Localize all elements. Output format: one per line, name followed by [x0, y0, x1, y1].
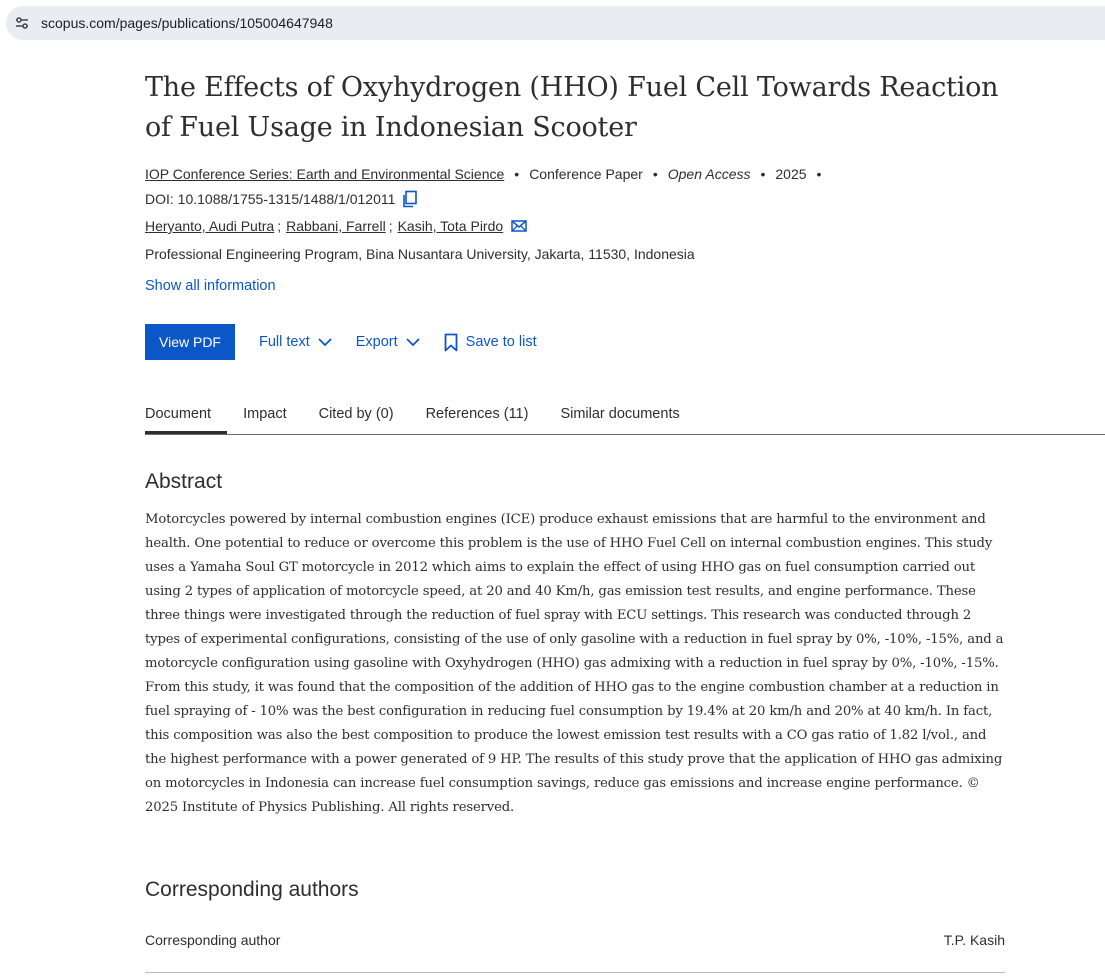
- doi-row: [145, 190, 418, 208]
- abstract-heading: Abstract: [145, 470, 223, 493]
- doi-text: DOI: 10.1088/1755-1315/1488/1/012011: [145, 191, 396, 207]
- separator-bullet: •: [514, 166, 520, 182]
- save-to-list-label: Save to list: [465, 334, 537, 350]
- export-label: Export: [355, 334, 398, 350]
- tune-icon[interactable]: [13, 14, 31, 32]
- action-bar: [145, 324, 537, 360]
- show-all-information-link[interactable]: Show all information: [145, 278, 276, 294]
- chevron-down-icon: [406, 338, 420, 347]
- export-dropdown[interactable]: [356, 334, 420, 350]
- corresponding-author-name: T.P. Kasih: [943, 932, 1005, 948]
- author-link[interactable]: Kasih, Tota Pirdo: [397, 218, 504, 234]
- author-link[interactable]: Rabbani, Farrell: [286, 218, 386, 234]
- full-text-dropdown[interactable]: [259, 334, 332, 350]
- full-text-label: Full text: [258, 334, 310, 350]
- separator-bullet: •: [760, 166, 766, 182]
- tab-references[interactable]: References (11): [425, 406, 529, 422]
- bookmark-icon: [444, 333, 458, 352]
- separator-bullet: •: [652, 166, 658, 182]
- email-icon[interactable]: [511, 220, 527, 232]
- separator-bullet: •: [816, 166, 822, 182]
- page-title: The Effects of Oxyhydrogen (HHO) Fuel Cell Towards Reaction of Fuel Usage in Indonesian Scooter: [145, 72, 999, 143]
- url-text[interactable]: scopus.com/pages/publications/105004647948: [41, 15, 333, 31]
- abstract-text: Motorcycles powered by internal combustion engines (ICE) produce exhaust emissions that are harmful to the environment and health. One potential to reduce or overcome this problem is the use of HHO Fuel Cell on internal combustion engines. This study uses a Yamaha Soul GT motorcycle in 2012 which aims to explain the effect of using HHO gas on fuel consumption carried out using 2 types of application of motorcycle speed, at 20 and 40 Km/h, gas emission test results, and engine performance. These three things were investigated through the reduction of fuel spray with ECU settings. This research was conducted through 2 types of experimental configurations, consisting of the use of only gasoline with a reduction in fuel spray by 0%, -10%, -15%, and a motorcycle configuration using gasoline with Oxyhydrogen (HHO) gas admixing with a reduction in fuel spray by 0%, -10%, -15%. From this study, it was found that the composition of the addition of HHO gas to the engine combustion chamber at a reduction in fuel spraying of - 10% was the best configuration in reducing fuel consumption by 19.4% at 20 km/h and 20% at 40 km/h. In fact, this composition was also the best composition to produce the lowest emission test results with a CO gas ratio of 1.82 l/vol., and the highest performance with a power generated of 9 HP. The results of this study prove that the application of HHO gas admixing on motorcycles in Indonesia can increase fuel consumption savings, reduce gas emissions and increase engine performance. © 2025 Institute of Physics Publishing. All rights reserved.: [145, 512, 1004, 815]
- chevron-down-icon: [318, 338, 332, 347]
- copy-icon[interactable]: [402, 190, 418, 208]
- tab-cited-by[interactable]: Cited by (0): [318, 406, 394, 422]
- affiliation: Professional Engineering Program, Bina Nusantara University, Jakarta, 11530, Indonesia: [145, 246, 695, 262]
- tab-impact[interactable]: Impact: [243, 406, 287, 422]
- access-type: Open Access: [667, 166, 751, 182]
- source-title-link[interactable]: IOP Conference Series: Earth and Environmental Science: [145, 166, 505, 182]
- save-to-list-button[interactable]: [444, 333, 537, 352]
- author-separator: ;: [277, 218, 282, 234]
- publication-year: 2025: [775, 166, 807, 182]
- corresponding-author-label: Corresponding author: [145, 932, 281, 948]
- author-list: [145, 218, 527, 234]
- address-bar[interactable]: [6, 6, 1105, 40]
- corresponding-authors-heading: Corresponding authors: [145, 878, 359, 901]
- tab-similar-documents[interactable]: Similar documents: [560, 406, 680, 422]
- author-link[interactable]: Heryanto, Audi Putra: [145, 218, 275, 234]
- author-separator: ;: [388, 218, 393, 234]
- document-tabs: [145, 406, 1105, 435]
- view-pdf-button[interactable]: View PDF: [145, 324, 235, 360]
- corresponding-author-row: [145, 932, 1005, 973]
- tab-document[interactable]: Document: [145, 406, 227, 434]
- source-meta: [145, 166, 831, 182]
- document-type: Conference Paper: [529, 166, 643, 182]
